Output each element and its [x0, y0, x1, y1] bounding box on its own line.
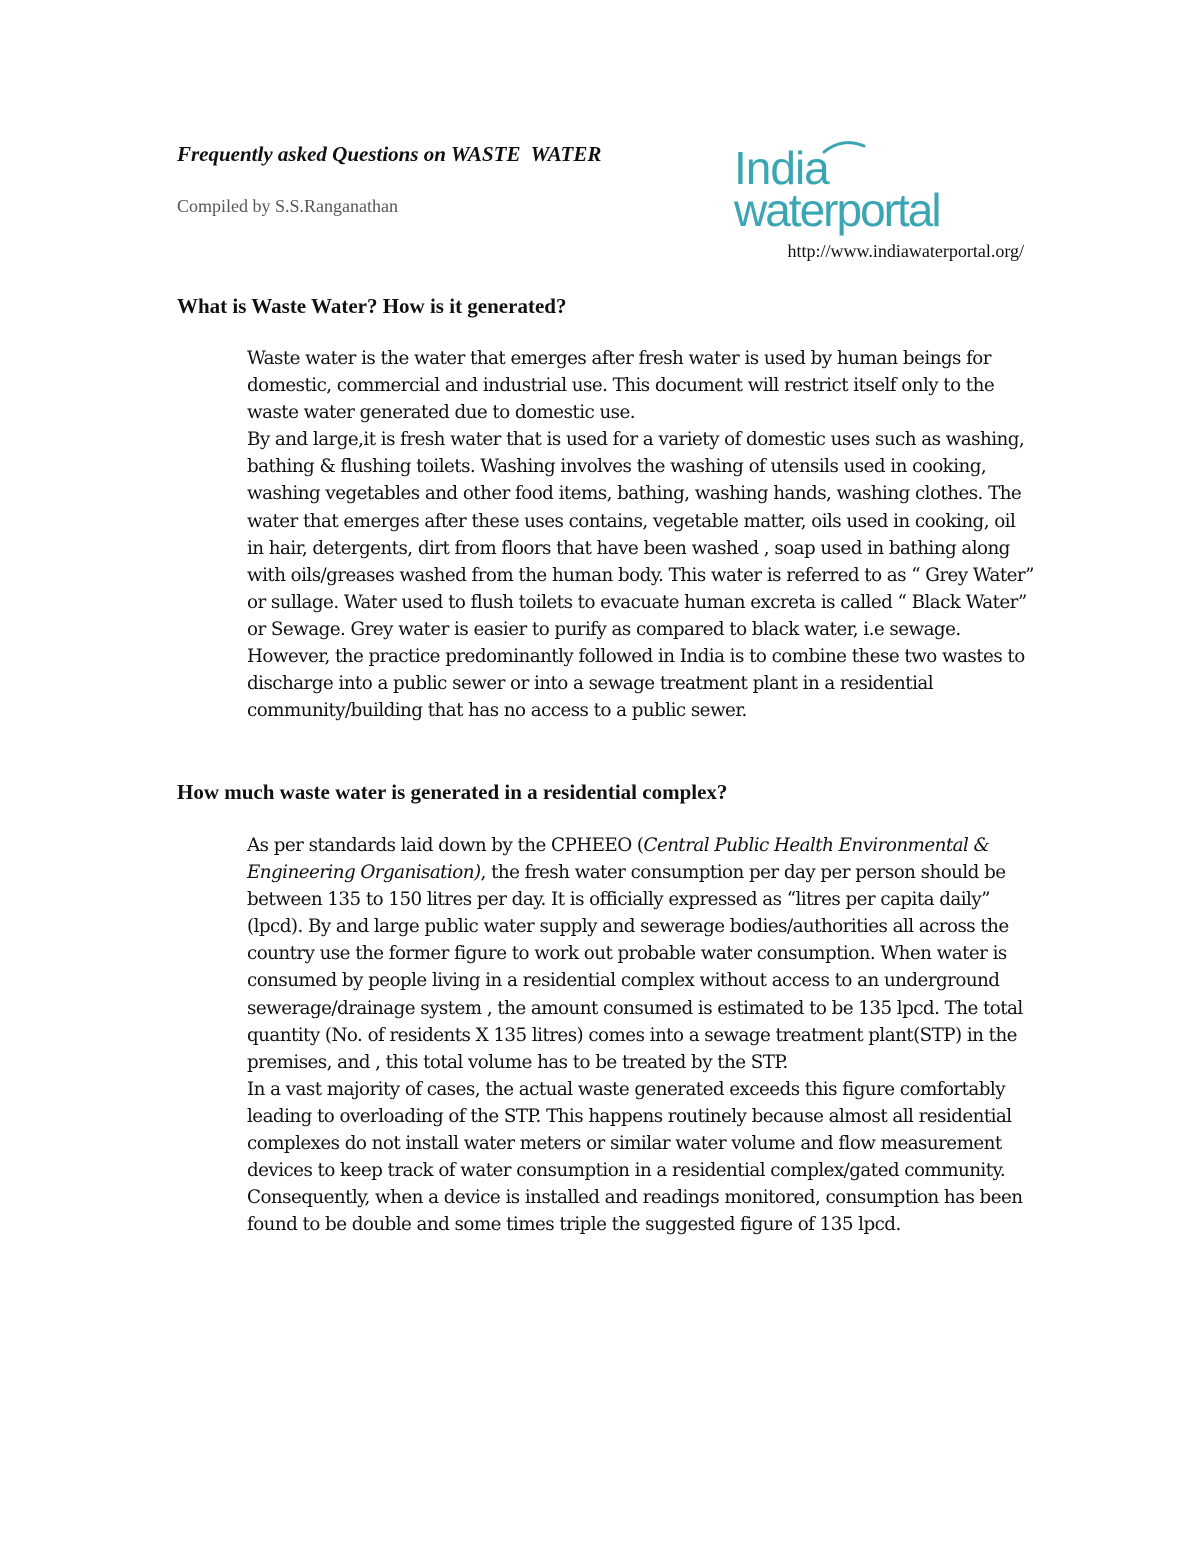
answer-2-paragraph-2: In a vast majority of cases, the actual waste generated exceeds this figure comfortably leading to overloading of the STP. This happens routinely because almost all residential complexes do not install water meters or similar water volume and flow measurement devices to keep track of water consumption in a residential complex/gated community. Consequently, when a device is installed and readings monitored, consumption has been found to be double and some times triple the suggested figure of 135 lpcd. [247, 1078, 1023, 1236]
answer-2-p1-after: , the fresh water consumption per day per person should be between 135 to 150 litres per day. It is officially expressed as “litres per capita daily” (lpcd). By and large public water supply and sewerage bodies/authorities all across the country use the former figure to work out probable water consumption. When water is consumed by people living in a residential complex without access to an underground sewerage/drainage system , the amount consumed is estimated to be 135 lpcd. The total quantity (No. of residents X 135 litres) comes into a sewage treatment plant(STP) in the premises, and , this total volume has to be treated by the STP. [247, 862, 1023, 1073]
cpheeo-full-name: Central Public Health Environmental & Engineering Organisation) [247, 835, 990, 884]
logo-line2: waterportal [734, 184, 940, 236]
answer-1-paragraph-1: Waste water is the water that emerges after fresh water is used by human beings for domestic, commercial and industrial use. This document will restrict itself only to the waste water generated due to domestic use. [247, 348, 995, 424]
answer-block-2 [247, 832, 1037, 1238]
logo-wave-icon [824, 143, 864, 152]
logo-line1: India [734, 142, 829, 194]
compiled-by: Compiled by S.S.Ranganathan [177, 196, 398, 216]
question-heading-2: How much waste water is generated in a residential complex? [177, 780, 728, 804]
answer-2-p1-before: As per standards laid down by the CPHEEO ( [247, 835, 644, 856]
india-water-portal-logo [732, 138, 1032, 238]
document-title: Frequently asked Questions on WASTE WATER [177, 142, 602, 166]
question-heading-1: What is Waste Water? How is it generated? [177, 294, 567, 318]
answer-2-paragraph-1 [247, 832, 1037, 1076]
portal-url[interactable]: http://www.indiawaterportal.org/ [787, 241, 1024, 261]
answer-1-paragraph-2: By and large,it is fresh water that is used for a variety of domestic uses such as washing, bathing & flushing toilets. Washing involves the washing of utensils used in cooking, washing vegetables and other food items, bathing, washing hands, washing clothes. The water that emerges after these uses contains, vegetable matter, oils used in cooking, oil in hair, detergents, dirt from floors that have been washed , soap used in bathing along with oils/greases washed from the human body. This water is referred to as “ Grey Water” or sullage. Water used to flush toilets to evacuate human excreta is called “ Black Water” or Sewage. Grey water is easier to purify as compared to black water, i.e sewage. However, the practice predominantly followed in India is to combine these two wastes to discharge into a public sewer or into a sewage treatment plant in a residential community/building that has no access to a public sewer. [247, 429, 1034, 722]
answer-block-1 [247, 345, 1037, 724]
